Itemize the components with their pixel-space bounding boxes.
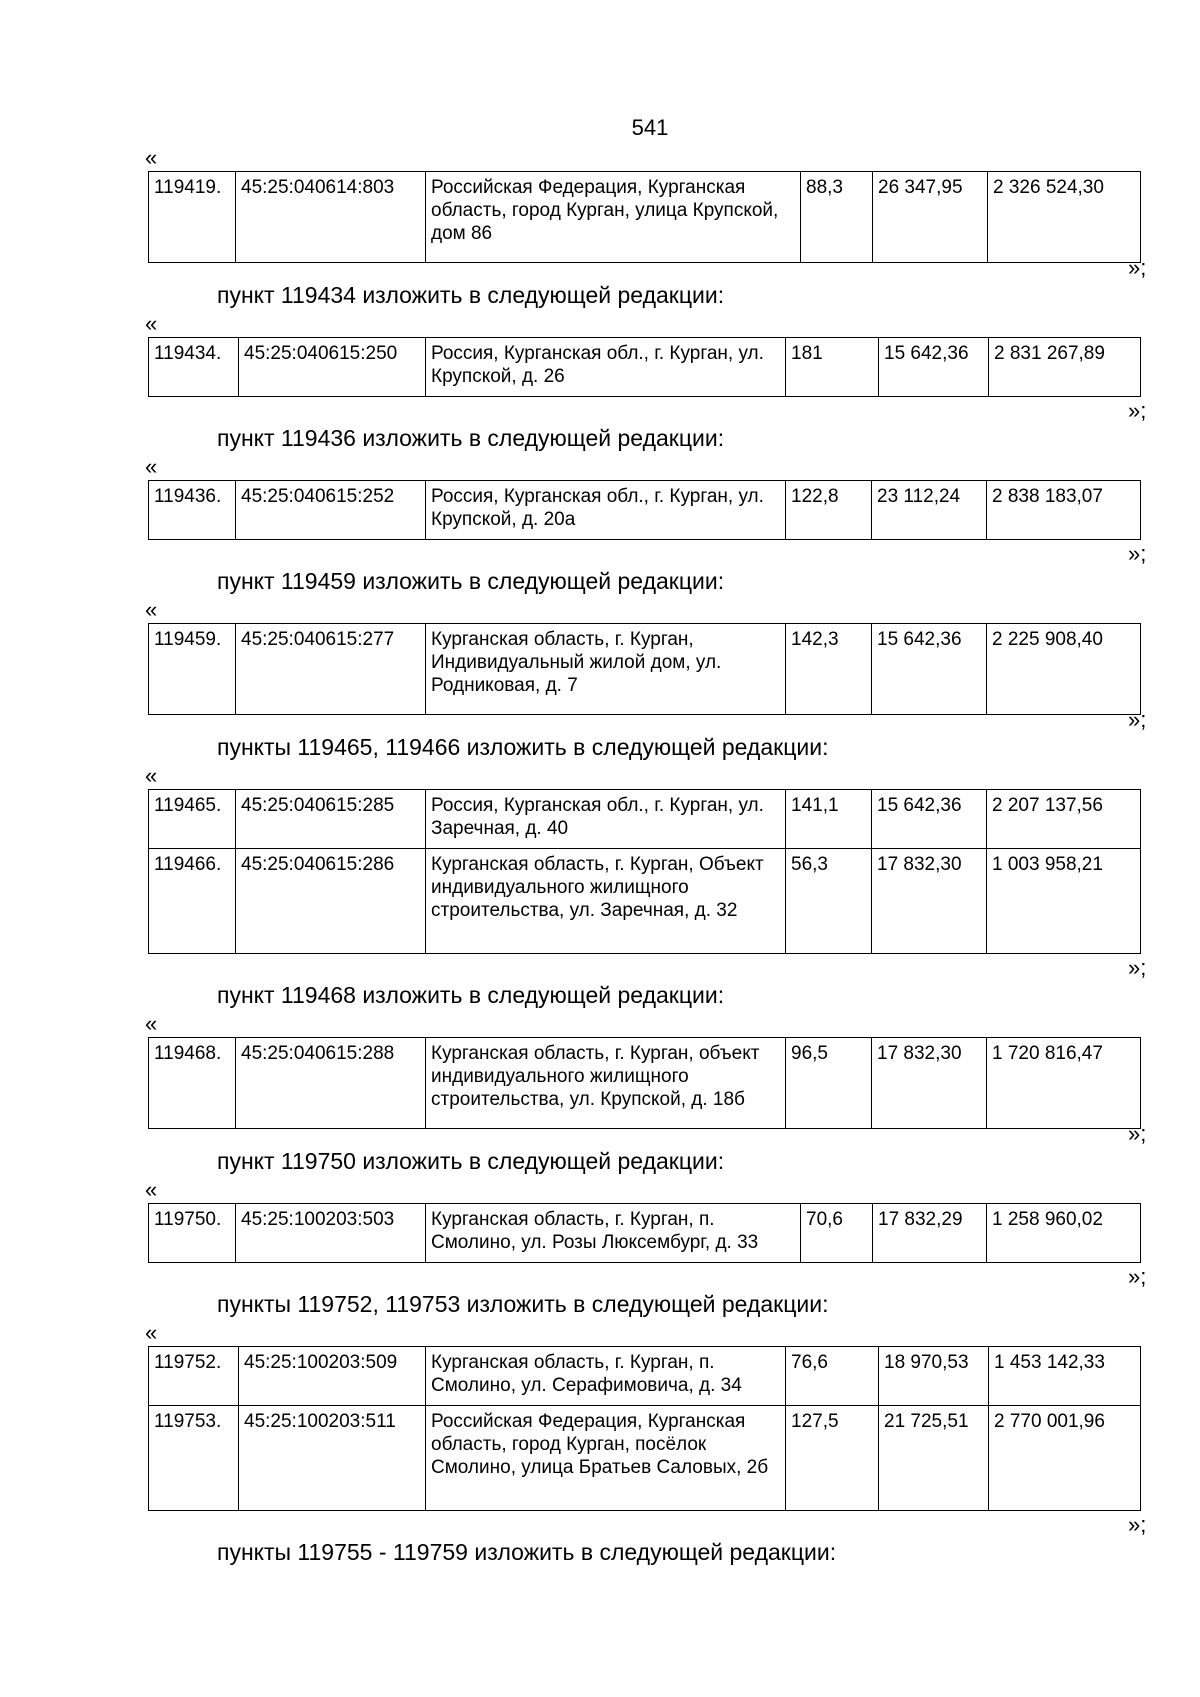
cell-number: 119468.	[149, 1038, 236, 1129]
close-quote: »;	[1128, 955, 1147, 980]
cell-area: 96,5	[786, 1038, 872, 1129]
open-quote: «	[145, 145, 158, 170]
cell-area: 56,3	[786, 849, 872, 954]
cell-area: 181	[786, 338, 879, 397]
open-quote: «	[145, 1011, 158, 1036]
cell-area: 122,8	[786, 481, 872, 540]
cell-price: 17 832,30	[872, 1038, 987, 1129]
close-quote: »;	[1128, 707, 1147, 732]
table-row	[149, 849, 1141, 954]
cell-cadastral: 45:25:040615:286	[236, 849, 426, 954]
amendment-instruction: пункт 119434 изложить в следующей редакции:	[217, 282, 725, 308]
close-quote: »;	[1128, 1264, 1147, 1289]
amendment-instruction: пункт 119468 изложить в следующей редакции:	[217, 982, 725, 1008]
cell-price: 26 347,95	[873, 172, 988, 263]
cell-cadastral: 45:25:040615:285	[236, 790, 426, 849]
cell-price: 21 725,51	[879, 1406, 989, 1511]
cell-total: 2 770 001,96	[989, 1406, 1141, 1511]
cell-address: Российская Федерация, Курганская область, город Курган, улица Крупской, дом 86	[426, 172, 801, 263]
amendment-instruction: пункты 119465, 119466 изложить в следующей редакции:	[217, 734, 829, 760]
entry-table	[148, 1037, 1141, 1129]
page-number: 541	[631, 115, 669, 140]
cell-area: 141,1	[786, 790, 872, 849]
entry-table	[148, 337, 1141, 397]
cell-address: Курганская область, г. Курган, Объект индивидуального жилищного строительства, ул. Заречная, д. 32	[426, 849, 786, 954]
open-quote: «	[145, 454, 158, 479]
amendment-instruction: пункт 119459 изложить в следующей редакции:	[217, 568, 725, 594]
cell-cadastral: 45:25:100203:511	[239, 1406, 426, 1511]
cell-address: Курганская область, г. Курган, Индивидуальный жилой дом, ул. Родниковая, д. 7	[426, 624, 786, 715]
entry-table	[148, 1346, 1141, 1511]
cell-number: 119436.	[149, 481, 236, 540]
cell-total: 2 326 524,30	[988, 172, 1141, 263]
cell-address: Россия, Курганская обл., г. Курган, ул. Крупской, д. 26	[426, 338, 786, 397]
cell-cadastral: 45:25:040615:288	[236, 1038, 426, 1129]
cell-address: Курганская область, г. Курган, п. Смолино, ул. Розы Люксембург, д. 33	[426, 1204, 801, 1263]
entry-table	[148, 623, 1141, 715]
table-row	[149, 172, 1141, 263]
cell-cadastral: 45:25:040615:277	[236, 624, 426, 715]
open-quote: «	[145, 763, 158, 788]
open-quote: «	[145, 597, 158, 622]
cell-price: 15 642,36	[872, 624, 987, 715]
cell-total: 1 453 142,33	[989, 1347, 1141, 1406]
amendment-instruction: пункт 119436 изложить в следующей редакции:	[217, 425, 725, 451]
cell-cadastral: 45:25:100203:503	[236, 1204, 426, 1263]
entry-table	[148, 1203, 1141, 1263]
cell-cadastral: 45:25:040615:250	[239, 338, 426, 397]
close-quote: »;	[1128, 1121, 1147, 1146]
cell-area: 70,6	[801, 1204, 873, 1263]
table-row	[149, 1406, 1141, 1511]
cell-number: 119466.	[149, 849, 236, 954]
cell-total: 1 003 958,21	[987, 849, 1141, 954]
open-quote: «	[145, 1177, 158, 1202]
close-quote: »;	[1128, 255, 1147, 280]
cell-total: 2 831 267,89	[989, 338, 1141, 397]
cell-price: 17 832,29	[873, 1204, 987, 1263]
cell-address: Российская Федерация, Курганская область, город Курган, посёлок Смолино, улица Братьев Саловых, 2б	[426, 1406, 786, 1511]
cell-number: 119434.	[149, 338, 239, 397]
cell-price: 15 642,36	[879, 338, 989, 397]
amendment-instruction: пункты 119752, 119753 изложить в следующей редакции:	[217, 1291, 829, 1317]
open-quote: «	[145, 1320, 158, 1345]
cell-number: 119465.	[149, 790, 236, 849]
open-quote: «	[145, 311, 158, 336]
cell-number: 119753.	[149, 1406, 239, 1511]
cell-total: 2 207 137,56	[987, 790, 1141, 849]
entry-table	[148, 480, 1141, 540]
amendment-instruction: пункт 119750 изложить в следующей редакции:	[217, 1148, 725, 1174]
cell-price: 18 970,53	[879, 1347, 989, 1406]
entry-table	[148, 789, 1141, 954]
table-row	[149, 624, 1141, 715]
close-quote: »;	[1128, 1512, 1147, 1537]
cell-number: 119459.	[149, 624, 236, 715]
cell-price: 23 112,24	[872, 481, 987, 540]
table-row	[149, 1204, 1141, 1263]
cell-address: Курганская область, г. Курган, объект индивидуального жилищного строительства, ул. Крупской, д. 18б	[426, 1038, 786, 1129]
table-row	[149, 481, 1141, 540]
cell-area: 127,5	[786, 1406, 879, 1511]
table-row	[149, 338, 1141, 397]
cell-area: 88,3	[801, 172, 873, 263]
cell-address: Россия, Курганская обл., г. Курган, ул. Заречная, д. 40	[426, 790, 786, 849]
cell-address: Россия, Курганская обл., г. Курган, ул. Крупской, д. 20а	[426, 481, 786, 540]
cell-total: 1 258 960,02	[987, 1204, 1141, 1263]
cell-total: 1 720 816,47	[987, 1038, 1141, 1129]
cell-number: 119419.	[149, 172, 236, 263]
table-row	[149, 1038, 1141, 1129]
entry-table	[148, 171, 1141, 263]
table-row	[149, 1347, 1141, 1406]
cell-cadastral: 45:25:040614:803	[236, 172, 426, 263]
amendment-instruction: пункты 119755 - 119759 изложить в следующей редакции:	[217, 1539, 837, 1565]
cell-cadastral: 45:25:100203:509	[239, 1347, 426, 1406]
cell-area: 76,6	[786, 1347, 879, 1406]
cell-cadastral: 45:25:040615:252	[236, 481, 426, 540]
cell-price: 17 832,30	[872, 849, 987, 954]
close-quote: »;	[1128, 398, 1147, 423]
cell-total: 2 838 183,07	[987, 481, 1141, 540]
cell-area: 142,3	[786, 624, 872, 715]
table-row	[149, 790, 1141, 849]
cell-total: 2 225 908,40	[987, 624, 1141, 715]
cell-number: 119752.	[149, 1347, 239, 1406]
close-quote: »;	[1128, 541, 1147, 566]
cell-price: 15 642,36	[872, 790, 987, 849]
cell-address: Курганская область, г. Курган, п. Смолино, ул. Серафимовича, д. 34	[426, 1347, 786, 1406]
cell-number: 119750.	[149, 1204, 236, 1263]
